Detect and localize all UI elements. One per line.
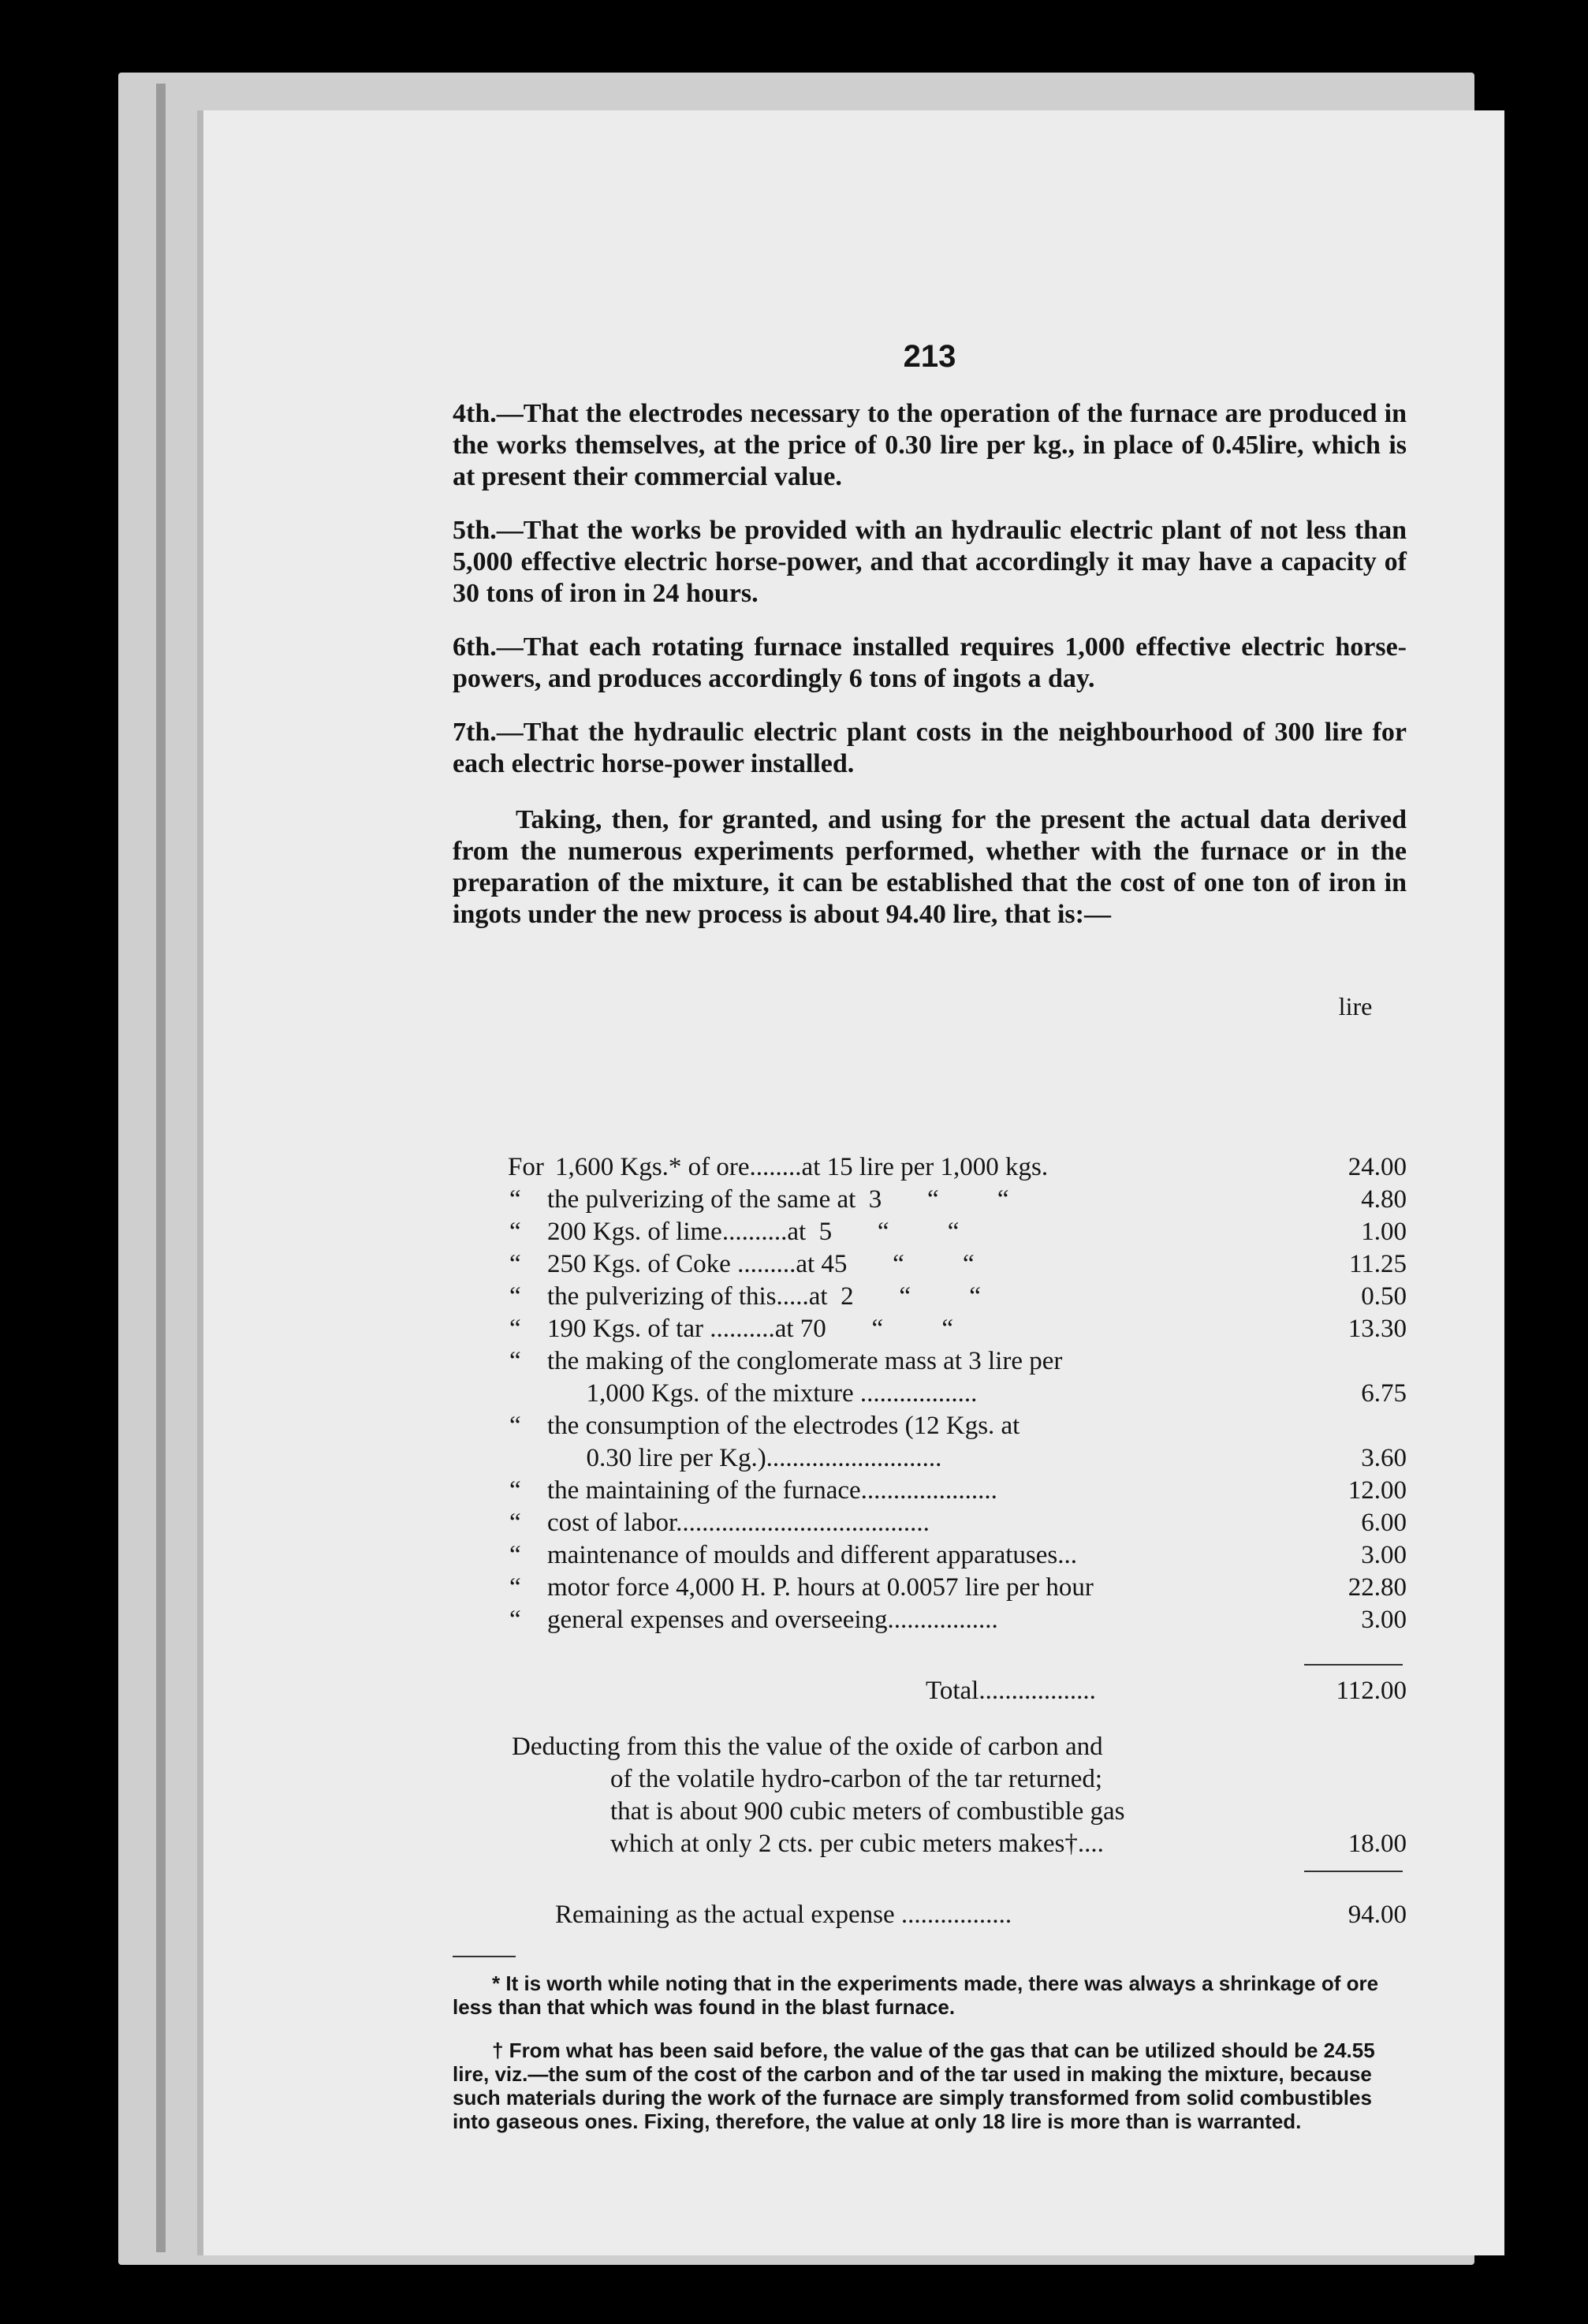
cost-row	[453, 1572, 1407, 1603]
row-prefix: “	[509, 1412, 521, 1440]
cost-row	[453, 1216, 1407, 1248]
deduction-line	[453, 1731, 1407, 1763]
paragraph-4th	[453, 398, 1407, 493]
row-label: general expenses and overseeing.................	[547, 1606, 998, 1634]
paragraph-7th	[453, 717, 1407, 780]
row-value: 12.00	[1348, 1476, 1407, 1505]
cost-row	[453, 1604, 1407, 1636]
paragraph-5th	[453, 515, 1407, 610]
row-label: 0.30 lire per Kg.)...........................	[547, 1444, 942, 1472]
footnote-separator	[453, 1956, 516, 1957]
row-label: maintenance of moulds and different apparatuses...	[547, 1541, 1077, 1569]
row-prefix: “	[509, 1509, 521, 1537]
row-value: 3.00	[1361, 1606, 1407, 1634]
row-prefix: “	[509, 1541, 521, 1569]
row-value: 6.00	[1361, 1509, 1407, 1537]
cost-row	[453, 1507, 1407, 1539]
row-label: 190 Kgs. of tar ..........at 70 “ “	[547, 1315, 954, 1343]
row-prefix: “	[509, 1185, 521, 1214]
total-row	[453, 1675, 1407, 1707]
row-label: the consumption of the electrodes (12 Kgs. at	[547, 1412, 1020, 1440]
remaining-value: 94.00	[1348, 1901, 1407, 1929]
unit-header: lire	[1338, 992, 1373, 1020]
row-prefix: “	[509, 1573, 521, 1602]
row-value: 6.75	[1361, 1379, 1407, 1408]
row-label: 200 Kgs. of lime..........at 5 “ “	[547, 1218, 960, 1246]
cost-row	[453, 1345, 1407, 1377]
total-rule	[1304, 1664, 1403, 1666]
document-page	[197, 110, 1504, 2255]
paragraph-text: 7th.—That the hydraulic electric plant costs in the neighbourhood of 300 lire for each electric horse-power installed.	[453, 718, 1407, 778]
deduction-value-row	[453, 1828, 1407, 1860]
row-label: cost of labor.......................................	[547, 1509, 930, 1537]
row-prefix: “	[509, 1606, 521, 1634]
row-prefix: “	[509, 1218, 521, 1246]
paragraph-text: 5th.—That the works be provided with an hydraulic electric plant of not less than 5,000 effective electric horse-power, and that accordingly it may have a capacity of 30 tons of iron in 24 hours.	[453, 516, 1407, 608]
paragraph-taking	[453, 804, 1407, 931]
row-label: 1,600 Kgs.* of ore........at 15 lire per 1,000 kgs.	[555, 1153, 1049, 1181]
paragraph-6th	[453, 632, 1407, 695]
remaining-row	[453, 1899, 1407, 1930]
row-value: 4.80	[1361, 1185, 1407, 1214]
row-prefix: For	[508, 1153, 544, 1181]
cost-row	[453, 1475, 1407, 1506]
remaining-rule	[1304, 1871, 1403, 1872]
row-label: the pulverizing of this.....at 2 “ “	[547, 1282, 981, 1311]
cost-row	[453, 1313, 1407, 1345]
row-prefix: “	[509, 1282, 521, 1311]
deduction-line	[453, 1763, 1407, 1795]
total-label: Total..................	[926, 1677, 1096, 1705]
book-spine-edge	[156, 84, 166, 2252]
row-label: the pulverizing of the same at 3 “ “	[547, 1185, 1009, 1214]
row-prefix: “	[509, 1476, 521, 1505]
row-prefix: “	[509, 1250, 521, 1278]
paragraph-text: 4th.—That the electrodes necessary to the operation of the furnace are produced in the works themselves, at the price of 0.30 lire per kg., in place of 0.45lire, which is at present their commercial value.	[453, 399, 1407, 491]
row-label: the making of the conglomerate mass at 3 lire per	[547, 1347, 1063, 1375]
deduction-line	[453, 1796, 1407, 1827]
page-number: 213	[903, 339, 956, 374]
deduction-text: that is about 900 cubic meters of combustible gas	[610, 1797, 1125, 1826]
cost-row	[453, 1281, 1407, 1312]
cost-row	[453, 1442, 1407, 1474]
row-prefix: “	[509, 1315, 521, 1343]
cost-row	[453, 1151, 1407, 1183]
remaining-label: Remaining as the actual expense .................	[555, 1901, 1012, 1929]
row-value: 0.50	[1361, 1282, 1407, 1311]
row-value: 24.00	[1348, 1153, 1407, 1181]
row-prefix: “	[509, 1347, 521, 1375]
deduction-text: which at only 2 cts. per cubic meters makes†....	[610, 1830, 1104, 1858]
row-value: 13.30	[1348, 1315, 1407, 1343]
footnote-asterisk: * It is worth while noting that in the experiments made, there was always a shrinkage of ore less than that which was found in the blast furnace.	[453, 1971, 1379, 2019]
row-label: 250 Kgs. of Coke .........at 45 “ “	[547, 1250, 975, 1278]
paragraph-text: Taking, then, for granted, and using for the present the actual data derived from the numerous experiments performed, whether with the furnace or in the preparation of the mixture, it can be established that the cost of one ton of iron in ingots under the new process is about 94.40 lire, that is:—	[453, 805, 1407, 929]
row-value: 11.25	[1348, 1250, 1407, 1278]
total-value: 112.00	[1336, 1677, 1407, 1705]
cost-row	[453, 1378, 1407, 1409]
row-value: 3.60	[1361, 1444, 1407, 1472]
row-label: the maintaining of the furnace.....................	[547, 1476, 997, 1505]
row-label: motor force 4,000 H. P. hours at 0.0057 lire per hour	[547, 1573, 1094, 1602]
row-value: 1.00	[1361, 1218, 1407, 1246]
cost-row	[453, 1184, 1407, 1215]
row-label: 1,000 Kgs. of the mixture ..................	[547, 1379, 978, 1408]
paragraph-text: 6th.—That each rotating furnace installed requires 1,000 effective electric horse-powers, and produces accordingly 6 tons of ingots a day.	[453, 632, 1407, 693]
footnote-dagger: † From what has been said before, the value of the gas that can be utilized should be 24.55 lire, viz.—the sum of the cost of the carbon and of the tar used in making the mixture, because such materials during the work of the furnace are simply transformed from solid combustibles into gaseous ones. Fixing, therefore, the value at only 18 lire is more than is warranted.	[453, 2039, 1375, 2133]
cost-row	[453, 1410, 1407, 1442]
row-value: 3.00	[1361, 1541, 1407, 1569]
deduction-text: Deducting from this the value of the oxide of carbon and	[512, 1733, 1103, 1761]
cost-row	[453, 1248, 1407, 1280]
deduction-value: 18.00	[1348, 1830, 1407, 1858]
row-value: 22.80	[1348, 1573, 1407, 1602]
cost-row	[453, 1539, 1407, 1571]
deduction-text: of the volatile hydro-carbon of the tar returned;	[610, 1765, 1103, 1793]
